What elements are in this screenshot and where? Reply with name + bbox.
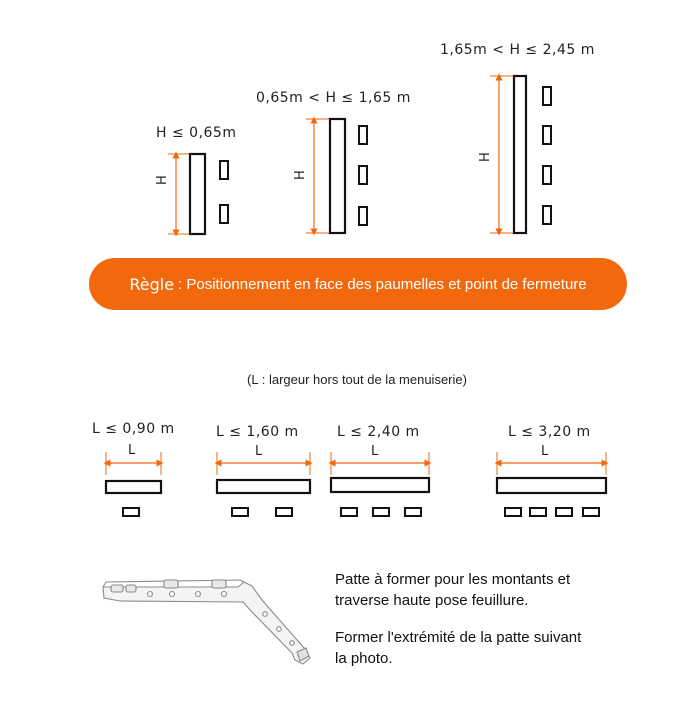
strap-marker [232,508,248,516]
caption-line-3: Former l'extrémité de la patte suivant [335,629,582,646]
mounting-strap-illustration [103,580,310,664]
range-label-h2: 0,65m < H ≤ 1,65 m [256,90,411,106]
range-label-h1: H ≤ 0,65m [156,125,237,141]
axis-label-h: H [293,169,308,180]
strap-marker [359,207,367,225]
range-label-l1: L ≤ 0,90 m [92,421,175,437]
strap-marker [530,508,546,516]
axis-label-l: L [255,444,263,459]
rule-banner [89,258,627,310]
frame-traverse [331,478,429,492]
strap-marker [556,508,572,516]
horizontal-group-4 [497,452,606,516]
strap-marker [359,166,367,184]
axis-label-l: L [541,444,549,459]
frame-traverse [106,481,161,493]
axis-label-l: L [128,443,136,458]
strap-marker [359,126,367,144]
frame-traverse [217,480,310,493]
horizontal-group-3 [331,452,429,516]
axis-label-l: L [371,444,379,459]
strap-marker [341,508,357,516]
vertical-group-1 [168,154,228,234]
vertical-group-2 [306,119,367,233]
strap-marker [543,126,551,144]
strap-marker [220,205,228,223]
strap-marker [543,166,551,184]
horizontal-group-1 [106,452,161,516]
axis-label-h: H [155,174,170,185]
strap-marker [220,161,228,179]
frame-upright [190,154,205,234]
width-definition-note: (L : largeur hors tout de la menuiserie) [247,372,467,387]
frame-upright [514,76,526,233]
strap-marker [543,87,551,105]
range-label-l4: L ≤ 3,20 m [508,424,591,440]
range-label-h3: 1,65m < H ≤ 2,45 m [440,42,595,58]
caption-line-1: Patte à former pour les montants et [335,571,571,588]
frame-upright [330,119,345,233]
frame-traverse [497,478,606,493]
strap-marker [505,508,521,516]
strap-marker [583,508,599,516]
strap-marker [276,508,292,516]
strap-marker [543,206,551,224]
rule-banner-text: : Positionnement en face des paumelles et point de fermeture [178,275,587,293]
rule-banner-key: Règle [129,274,175,294]
range-label-l3: L ≤ 2,40 m [337,424,420,440]
range-label-l2: L ≤ 1,60 m [216,424,299,440]
strap-marker [405,508,421,516]
strap-marker [373,508,389,516]
vertical-group-3 [490,76,551,233]
strap-marker [123,508,139,516]
axis-label-h: H [478,151,493,162]
caption-line-2: traverse haute pose feuillure. [335,592,529,609]
caption-line-4: la photo. [335,650,393,667]
horizontal-group-2 [217,452,310,516]
